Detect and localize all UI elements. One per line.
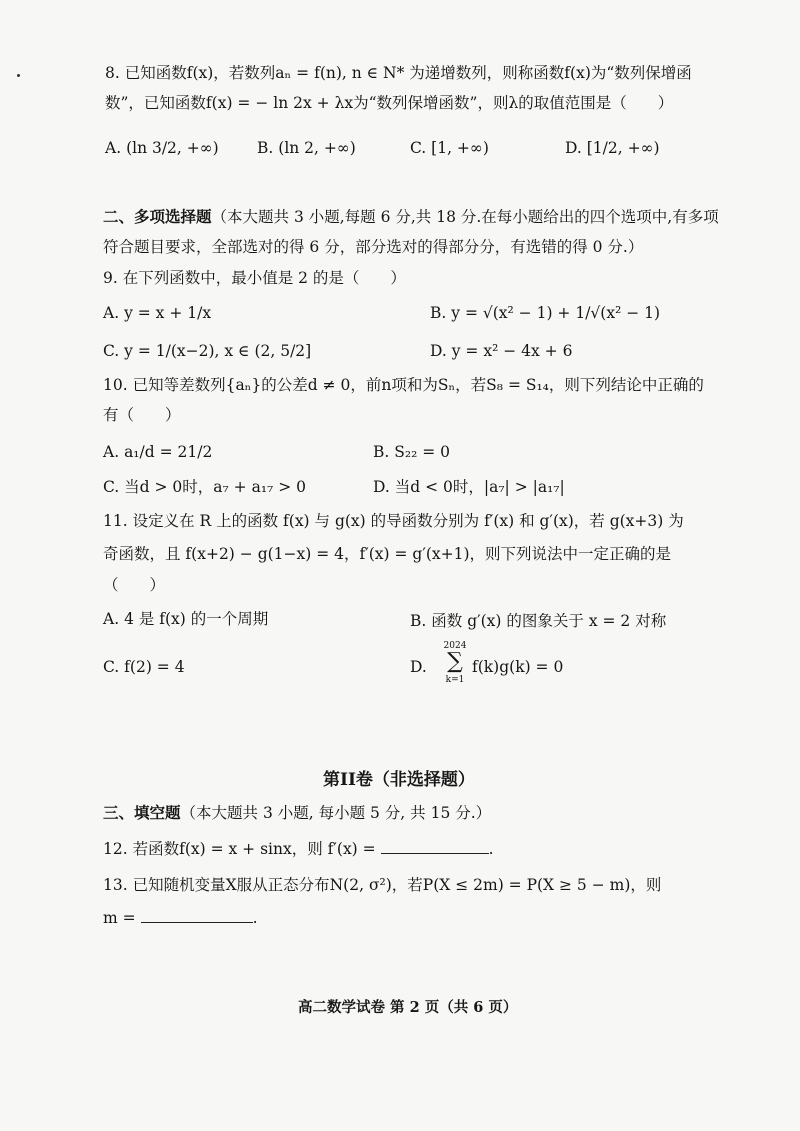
option-label: C.	[103, 478, 120, 496]
option-label: D.	[410, 658, 427, 676]
q12-text: 12. 若函数f(x) = x + sinx，则 f′(x) =	[103, 840, 376, 858]
option-label: C.	[103, 342, 120, 360]
section3-heading: 三、填空题	[103, 803, 181, 822]
q8-option-b	[257, 137, 356, 159]
option-label: B.	[373, 443, 390, 461]
option-label: C.	[410, 139, 427, 157]
section2-desc2: 符合题目要求，全部选对的得 6 分，部分选对的得部分分，有选错的得 0 分.）	[103, 238, 644, 256]
option-label: D.	[430, 342, 447, 360]
q13-answer-blank[interactable]	[141, 906, 253, 923]
q8-option-a	[105, 137, 219, 159]
option-label: A.	[103, 443, 120, 461]
option-label: B.	[430, 304, 447, 322]
section3-desc: （本大题共 3 小题, 每小题 5 分, 共 15 分.）	[180, 804, 492, 822]
option-label: C.	[103, 658, 120, 676]
q9-option-c	[103, 340, 311, 362]
q8-line2: 数”，已知函数f(x) = − ln 2x + λx为“数列保增函数”，则λ的取值范围是（ ）	[105, 94, 674, 112]
q12-end: .	[488, 840, 494, 858]
part2-title: 第II卷（非选择题）	[323, 770, 475, 790]
sigma-upper: 2024	[443, 641, 467, 651]
section2-line1	[103, 206, 719, 228]
option-label: B.	[257, 139, 274, 157]
section2-heading: 二、多项选择题	[103, 207, 212, 226]
sigma-body: f(k)g(k) = 0	[472, 658, 564, 676]
q10-option-c	[103, 476, 306, 498]
page-footer: 高二数学试卷 第 2 页（共 6 页）	[298, 999, 518, 1016]
option-text: 当d > 0时，a₇ + a₁₇ > 0	[124, 478, 306, 496]
section2-desc1: （本大题共 3 小题,每题 6 分,共 18 分.在每小题给出的四个选项中,有多项	[211, 208, 719, 226]
q11-line1: 11. 设定义在 R 上的函数 f(x) 与 g(x) 的导函数分别为 f′(x) 和 g′(x)，若 g(x+3) 为	[103, 512, 684, 530]
option-text: (ln 2, +∞)	[278, 139, 356, 157]
option-text: f(2) = 4	[124, 658, 185, 676]
option-label: B.	[410, 612, 427, 630]
q11-line3: （ ）	[103, 576, 166, 594]
option-text: 4 是 f(x) 的一个周期	[124, 610, 269, 628]
option-text: 函数 g′(x) 的图象关于 x = 2 对称	[431, 612, 667, 630]
option-label: A.	[103, 304, 120, 322]
sigma-lower: k=1	[445, 675, 465, 685]
option-text: y = x² − 4x + 6	[451, 342, 573, 360]
q13-var: m =	[103, 909, 136, 927]
section3-line	[103, 802, 491, 824]
q10-option-b	[373, 441, 450, 463]
option-text: (ln 3/2, +∞)	[126, 139, 219, 157]
q10-line1: 10. 已知等差数列{aₙ}的公差d ≠ 0，前n项和为Sₙ，若S₈ = S₁₄，则下列结论中正确的	[103, 376, 704, 394]
q11-option-d	[410, 656, 427, 678]
option-label: D.	[565, 139, 582, 157]
q13-line1: 13. 已知随机变量X服从正态分布N(2, σ²)，若P(X ≤ 2m) = P(X ≥ 5 − m)，则	[103, 876, 662, 894]
q9-option-b	[430, 302, 660, 324]
option-label: A.	[103, 610, 120, 628]
q12-answer-blank[interactable]	[381, 837, 489, 854]
q10-line2: 有（ ）	[103, 406, 181, 424]
option-text: 当d < 0时，|a₇| > |a₁₇|	[394, 478, 565, 496]
option-text: [1, +∞)	[431, 139, 489, 157]
q11-option-a	[103, 608, 268, 630]
q12-line	[103, 837, 494, 860]
q9-stem: 9. 在下列函数中，最小值是 2 的是（ ）	[103, 269, 406, 287]
option-text: y = x + 1/x	[124, 304, 212, 322]
option-text: y = √(x² − 1) + 1/√(x² − 1)	[451, 304, 661, 322]
option-text: a₁/d = 21/2	[124, 443, 213, 461]
q13-end: .	[252, 909, 258, 927]
q9-option-d	[430, 340, 572, 362]
q9-option-a	[103, 302, 211, 324]
q8-option-c	[410, 137, 489, 159]
q13-line2	[103, 906, 258, 929]
option-label: D.	[373, 478, 390, 496]
option-text: S₂₂ = 0	[394, 443, 451, 461]
q11-line2: 奇函数，且 f(x+2) − g(1−x) = 4，f′(x) = g′(x+1)，则下列说法中一定正确的是	[103, 545, 672, 563]
option-text: y = 1/(x−2), x ∈ (2, 5/2]	[124, 342, 312, 360]
option-text: [1/2, +∞)	[586, 139, 660, 157]
q10-option-d	[373, 476, 565, 498]
sigma-symbol: ∑	[447, 649, 463, 674]
q8-option-d	[565, 137, 660, 159]
q11-option-b	[410, 610, 666, 632]
option-label: A.	[105, 139, 122, 157]
q10-option-a	[103, 441, 212, 463]
speck	[17, 74, 20, 77]
q11-option-c	[103, 656, 185, 678]
q8-line1: 8. 已知函数f(x)，若数列aₙ = f(n), n ∈ N* 为递增数列，则称函数f(x)为“数列保增函	[105, 64, 692, 82]
